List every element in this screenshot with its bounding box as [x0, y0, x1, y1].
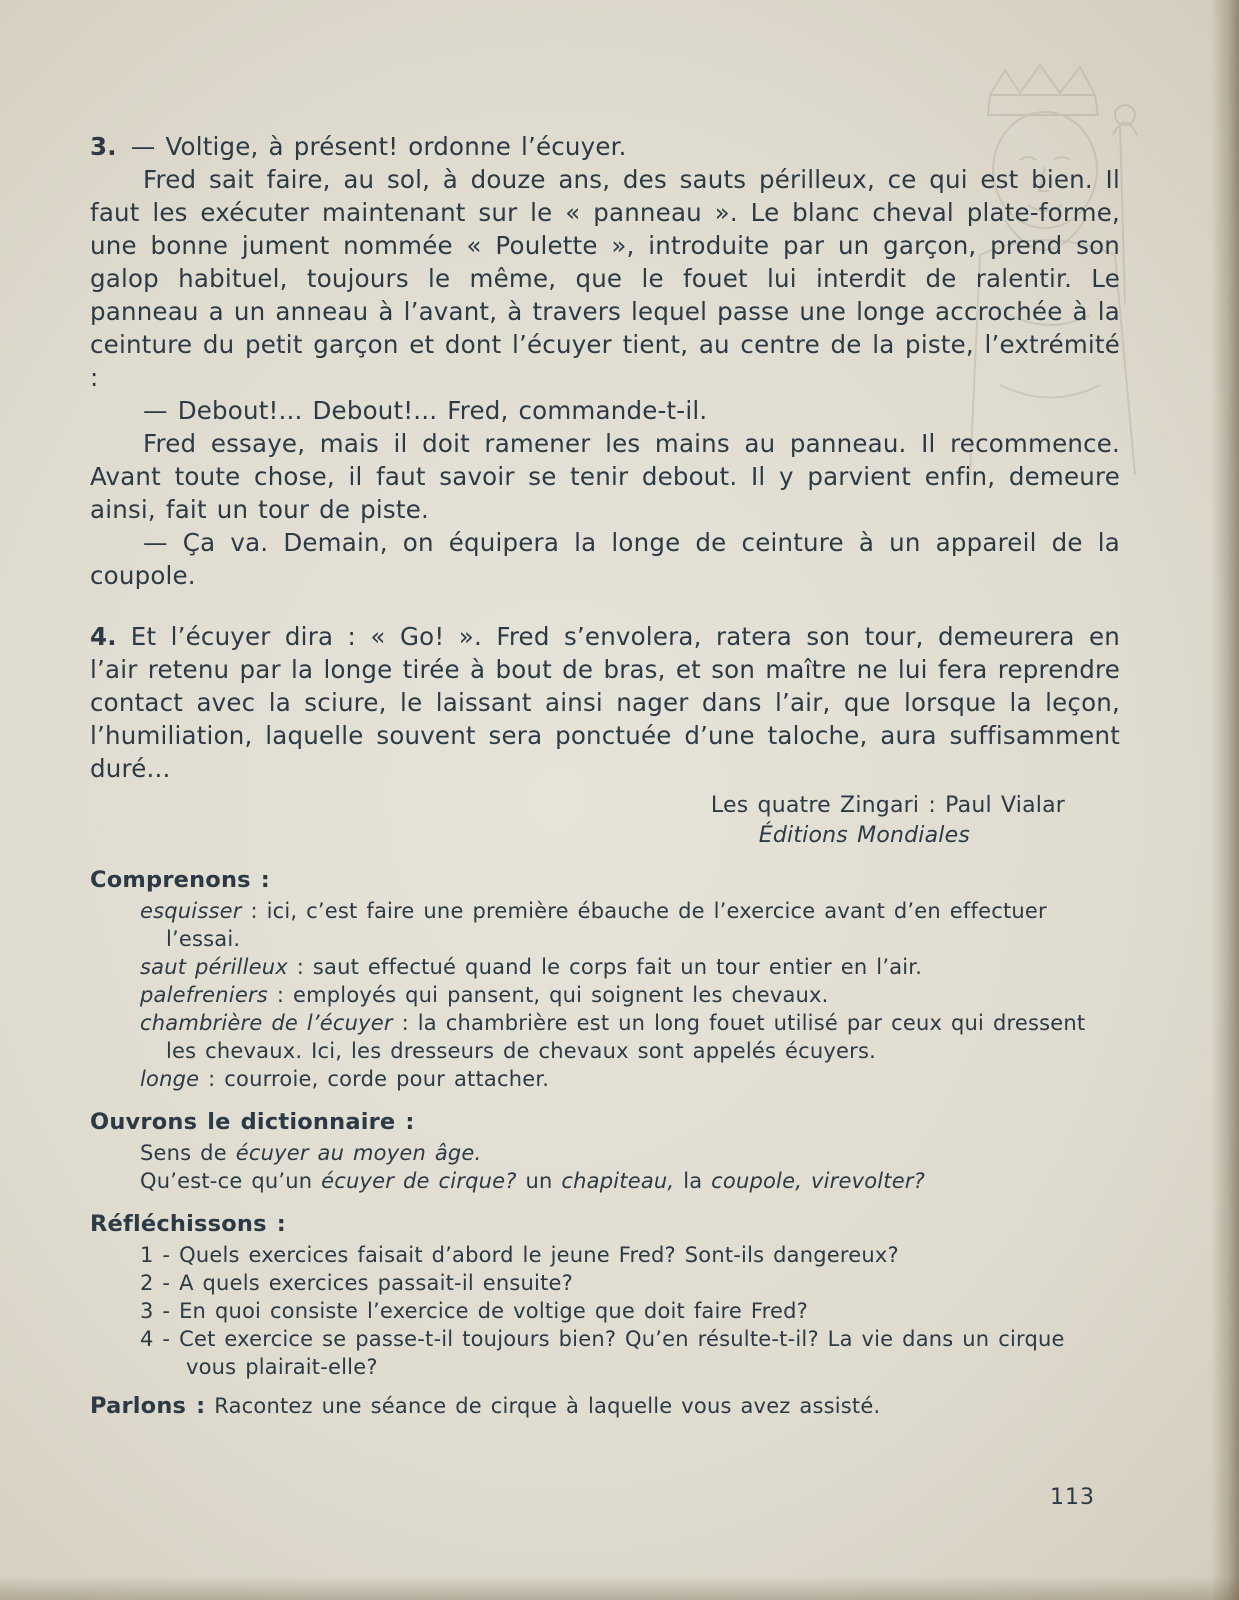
comprenons-definitions — [140, 897, 1120, 1093]
page-edge-shadow-bottom — [0, 1576, 1239, 1600]
part3-dialogue-3: — Debout!... Debout!... Fred, commande-t-il. — [143, 396, 708, 425]
definition-item: longe : courroie, corde pour attacher. — [140, 1067, 550, 1091]
source-publisher: Éditions Mondiales — [758, 823, 970, 848]
dictionnaire-line-1: Sens de écuyer au moyen âge. — [140, 1141, 482, 1165]
question-item: 4 - Cet exercice se passe-t-il toujours bien? Qu’en résulte-t-il? La vie dans un cirque vous plairait-elle? — [140, 1327, 1065, 1379]
dictionnaire-line-2: Qu’est-ce qu’un écuyer de cirque? un chapiteau, la coupole, virevolter? — [140, 1169, 926, 1193]
source-author: Les quatre Zingari : Paul Vialar — [710, 793, 1065, 818]
page-number: 113 — [1050, 1485, 1095, 1510]
question-item: 2 - A quels exercices passait-il ensuite? — [140, 1271, 573, 1295]
parlons-heading: Parlons : — [90, 1393, 206, 1419]
part3-paragraph-4: Fred essaye, mais il doit ramener les mains au panneau. Il recommence. Avant toute chose, il faut savoir se tenir debout. Il y parvient enfin, demeure ainsi, fait un tour de piste. — [90, 429, 1120, 524]
definition-item: saut périlleux : saut effectué quand le corps fait un tour entier en l’air. — [140, 955, 923, 979]
part3-dialogue-5: — Ça va. Demain, on équipera la longe de ceinture à un appareil de la coupole. — [90, 528, 1120, 590]
main-text — [90, 130, 1120, 1421]
reflechissons-questions — [140, 1241, 1120, 1381]
dictionnaire-heading: Ouvrons le dictionnaire : — [90, 1109, 415, 1135]
source-citation — [90, 791, 1120, 851]
parlons-text: Racontez une séance de cirque à laquelle vous avez assisté. — [205, 1394, 881, 1418]
definition-item: chambrière de l’écuyer : la chambrière est un long fouet utilisé par ceux qui dressent les chevaux. Ici, les dresseurs de chevaux sont appelés écuyers. — [140, 1011, 1086, 1063]
parlons-line — [90, 1391, 1120, 1421]
reflechissons-heading: Réfléchissons : — [90, 1211, 286, 1237]
definition-item: palefreniers : employés qui pansent, qui soignent les chevaux. — [140, 983, 829, 1007]
question-item: 3 - En quoi consiste l’exercice de voltige que doit faire Fred? — [140, 1299, 809, 1323]
dictionnaire-lines — [140, 1139, 1120, 1195]
part3-paragraph-2: Fred sait faire, au sol, à douze ans, des sauts périlleux, ce qui est bien. Il faut les exécuter maintenant sur le « panneau ». Le blanc cheval plate-forme, une bonne jument nommée « Poulette », introduite par un garçon, prend son galop habituel, toujours le même, que le fouet lui interdit de ralentir. Le panneau a un anneau à l’avant, à travers lequel passe une longe accrochée à la ceinture du petit garçon et dont l’écuyer tient, au centre de la piste, l’extrémité : — [90, 165, 1120, 392]
part3-number: 3. — [90, 132, 117, 161]
part4-number: 4. — [90, 622, 117, 651]
comprenons-heading: Comprenons : — [90, 867, 270, 893]
page-edge-shadow-right — [1211, 0, 1239, 1600]
part3-dialogue-1: 3. — Voltige, à présent! ordonne l’écuyer. — [90, 132, 627, 161]
definition-item: esquisser : ici, c’est faire une première ébauche de l’exercice avant d’en effectuer l’essai. — [140, 899, 1047, 951]
part4-paragraph: 4. Et l’écuyer dira : « Go! ». Fred s’envolera, ratera son tour, demeurera en l’air retenu par la longe tirée à bout de bras, et son maître ne lui fera reprendre contact avec la sciure, le laissant ainsi nager dans l’air, que lorsque la leçon, l’humiliation, laquelle souvent sera ponctuée d’une taloche, aura suffisamment duré... — [90, 622, 1120, 783]
question-item: 1 - Quels exercices faisait d’abord le jeune Fred? Sont-ils dangereux? — [140, 1243, 899, 1267]
